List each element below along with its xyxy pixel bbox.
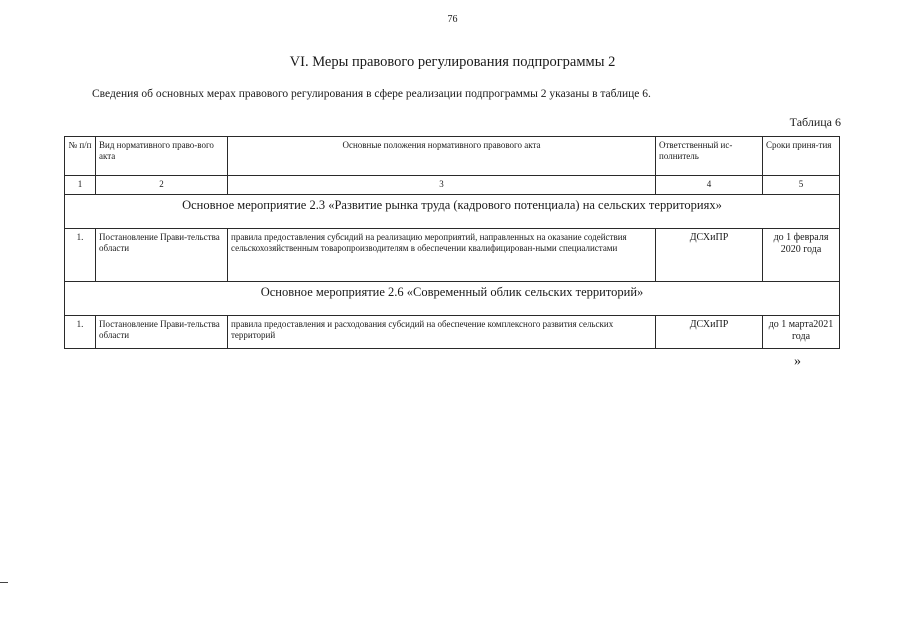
closing-quote: » [794, 354, 801, 369]
column-number: 1 [65, 176, 96, 195]
column-number: 4 [656, 176, 763, 195]
group-title: Основное мероприятие 2.3 «Развитие рынка труда (кадрового потенциала) на сельских территориях» [65, 195, 840, 229]
column-number: 2 [96, 176, 228, 195]
table-label: Таблица 6 [789, 115, 841, 129]
table-row [65, 229, 840, 282]
row-provisions: правила предоставления и расходования субсидий на обеспечение комплексного развития сельских территорий [228, 316, 656, 349]
row-executor: ДСХиПР [656, 316, 763, 349]
group-row [65, 195, 840, 229]
row-num: 1. [65, 229, 96, 282]
group-row [65, 282, 840, 316]
row-executor: ДСХиПР [656, 229, 763, 282]
page-number: 76 [447, 14, 458, 25]
header-num: № п/п [65, 137, 96, 176]
row-act-type: Постановление Прави-тельства области [96, 316, 228, 349]
header-deadline: Сроки приня-тия [763, 137, 840, 176]
row-deadline: до 1 февраля 2020 года [763, 229, 840, 282]
legal-measures-table [64, 136, 840, 349]
table-header-row [65, 137, 840, 176]
header-provisions: Основные положения нормативного правового акта [228, 137, 656, 176]
intro-paragraph: Сведения об основных мерах правового регулирования в сфере реализации подпрограммы 2 указаны в таблице 6. [92, 88, 651, 100]
header-executor: Ответственный ис-полнитель [656, 137, 763, 176]
table-row [65, 316, 840, 349]
section-heading: VI. Меры правового регулирования подпрограммы 2 [289, 54, 616, 70]
column-number: 5 [763, 176, 840, 195]
column-number-row [65, 176, 840, 195]
header-act-type: Вид нормативного право-вого акта [96, 137, 228, 176]
row-num: 1. [65, 316, 96, 349]
row-act-type: Постановление Прави-тельства области [96, 229, 228, 282]
row-deadline: до 1 марта2021 года [763, 316, 840, 349]
row-provisions: правила предоставления субсидий на реализацию мероприятий, направленных на оказание содействия сельскохозяйственным товаропроизводителям в обеспечении квалифицирован-ными специалистами [228, 229, 656, 282]
margin-mark [0, 582, 8, 583]
group-title: Основное мероприятие 2.6 «Современный облик сельских территорий» [65, 282, 840, 316]
column-number: 3 [228, 176, 656, 195]
